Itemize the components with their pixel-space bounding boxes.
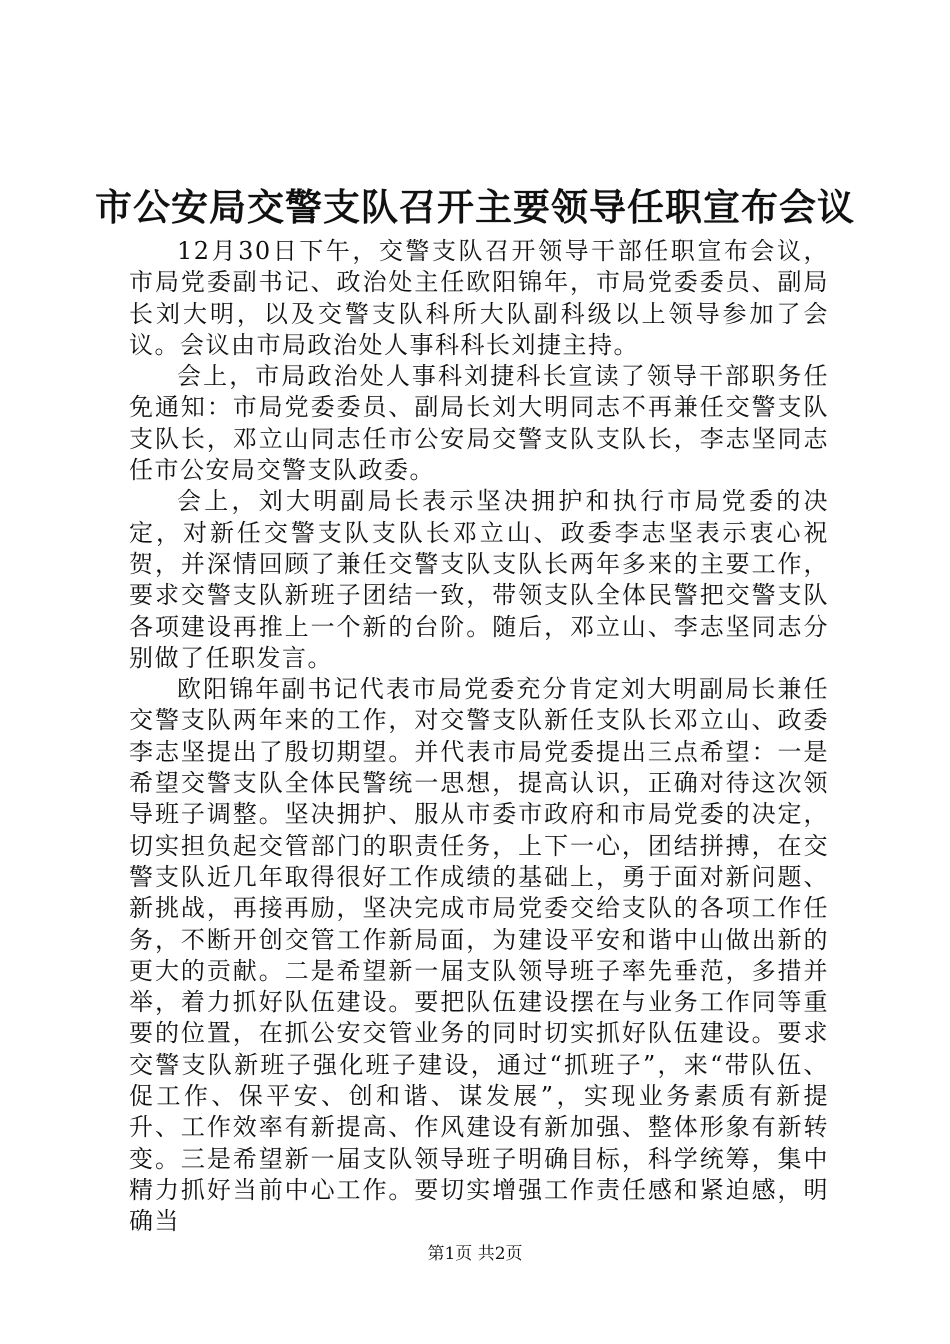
paragraph: 会上，刘大明副局长表示坚决拥护和执行市局党委的决定，对新任交警支队支队长邓立山、政委李志坚表示衷心祝贺，并深情回顾了兼任交警支队支队长两年多来的主要工作，要求交警支队新班子团结一致，带领支队全体民警把交警支队各项建设再推上一个新的台阶。随后，邓立山、李志坚同志分别做了任职发言。	[129, 487, 829, 672]
paragraph: 12月30日下午，交警支队召开领导干部任职宣布会议，市局党委副书记、政治处主任欧阳锦年，市局党委委员、副局长刘大明，以及交警支队科所大队副科级以上领导参加了会议。会议由市局政治处人事科科长刘捷主持。	[129, 237, 829, 359]
paragraph: 欧阳锦年副书记代表市局党委充分肯定刘大明副局长兼任交警支队两年来的工作，对交警支队新任支队长邓立山、政委李志坚提出了殷切期望。并代表市局党委提出三点希望：一是希望交警支队全体民警统一思想，提高认识，正确对待这次领导班子调整。坚决拥护、服从市委市政府和市局党委的决定，切实担负起交管部门的职责任务，上下一心，团结拼搏，在交警支队近几年取得很好工作成绩的基础上，勇于面对新问题、新挑战，再接再励，坚决完成市局党委交给支队的各项工作任务，不断开创交管工作新局面，为建设平安和谐中山做出新的更大的贡献。二是希望新一届支队领导班子率先垂范，多措并举，着力抓好队伍建设。要把队伍建设摆在与业务工作同等重要的位置，在抓公安交管业务的同时切实抓好队伍建设。要求交警支队新班子强化班子建设，通过“抓班子”，来“带队伍、促工作、保平安、创和谐、谋发展”，实现业务素质有新提升、工作效率有新提高、作风建设有新加强、整体形象有新转变。三是希望新一届支队领导班子明确目标，科学统筹，集中精力抓好当前中心工作。要切实增强工作责任感和紧迫感，明确当	[129, 675, 829, 1236]
document-title: 市公安局交警支队召开主要领导任职宣布会议	[95, 186, 855, 229]
page-number-footer: 第1页 共2页	[427, 1244, 523, 1264]
document-body	[129, 236, 829, 1238]
paragraph: 会上，市局政治处人事科刘捷科长宣读了领导干部职务任免通知：市局党委委员、副局长刘大明同志不再兼任交警支队支队长，邓立山同志任市公安局交警支队支队长，李志坚同志任市公安局交警支队政委。	[129, 362, 829, 485]
